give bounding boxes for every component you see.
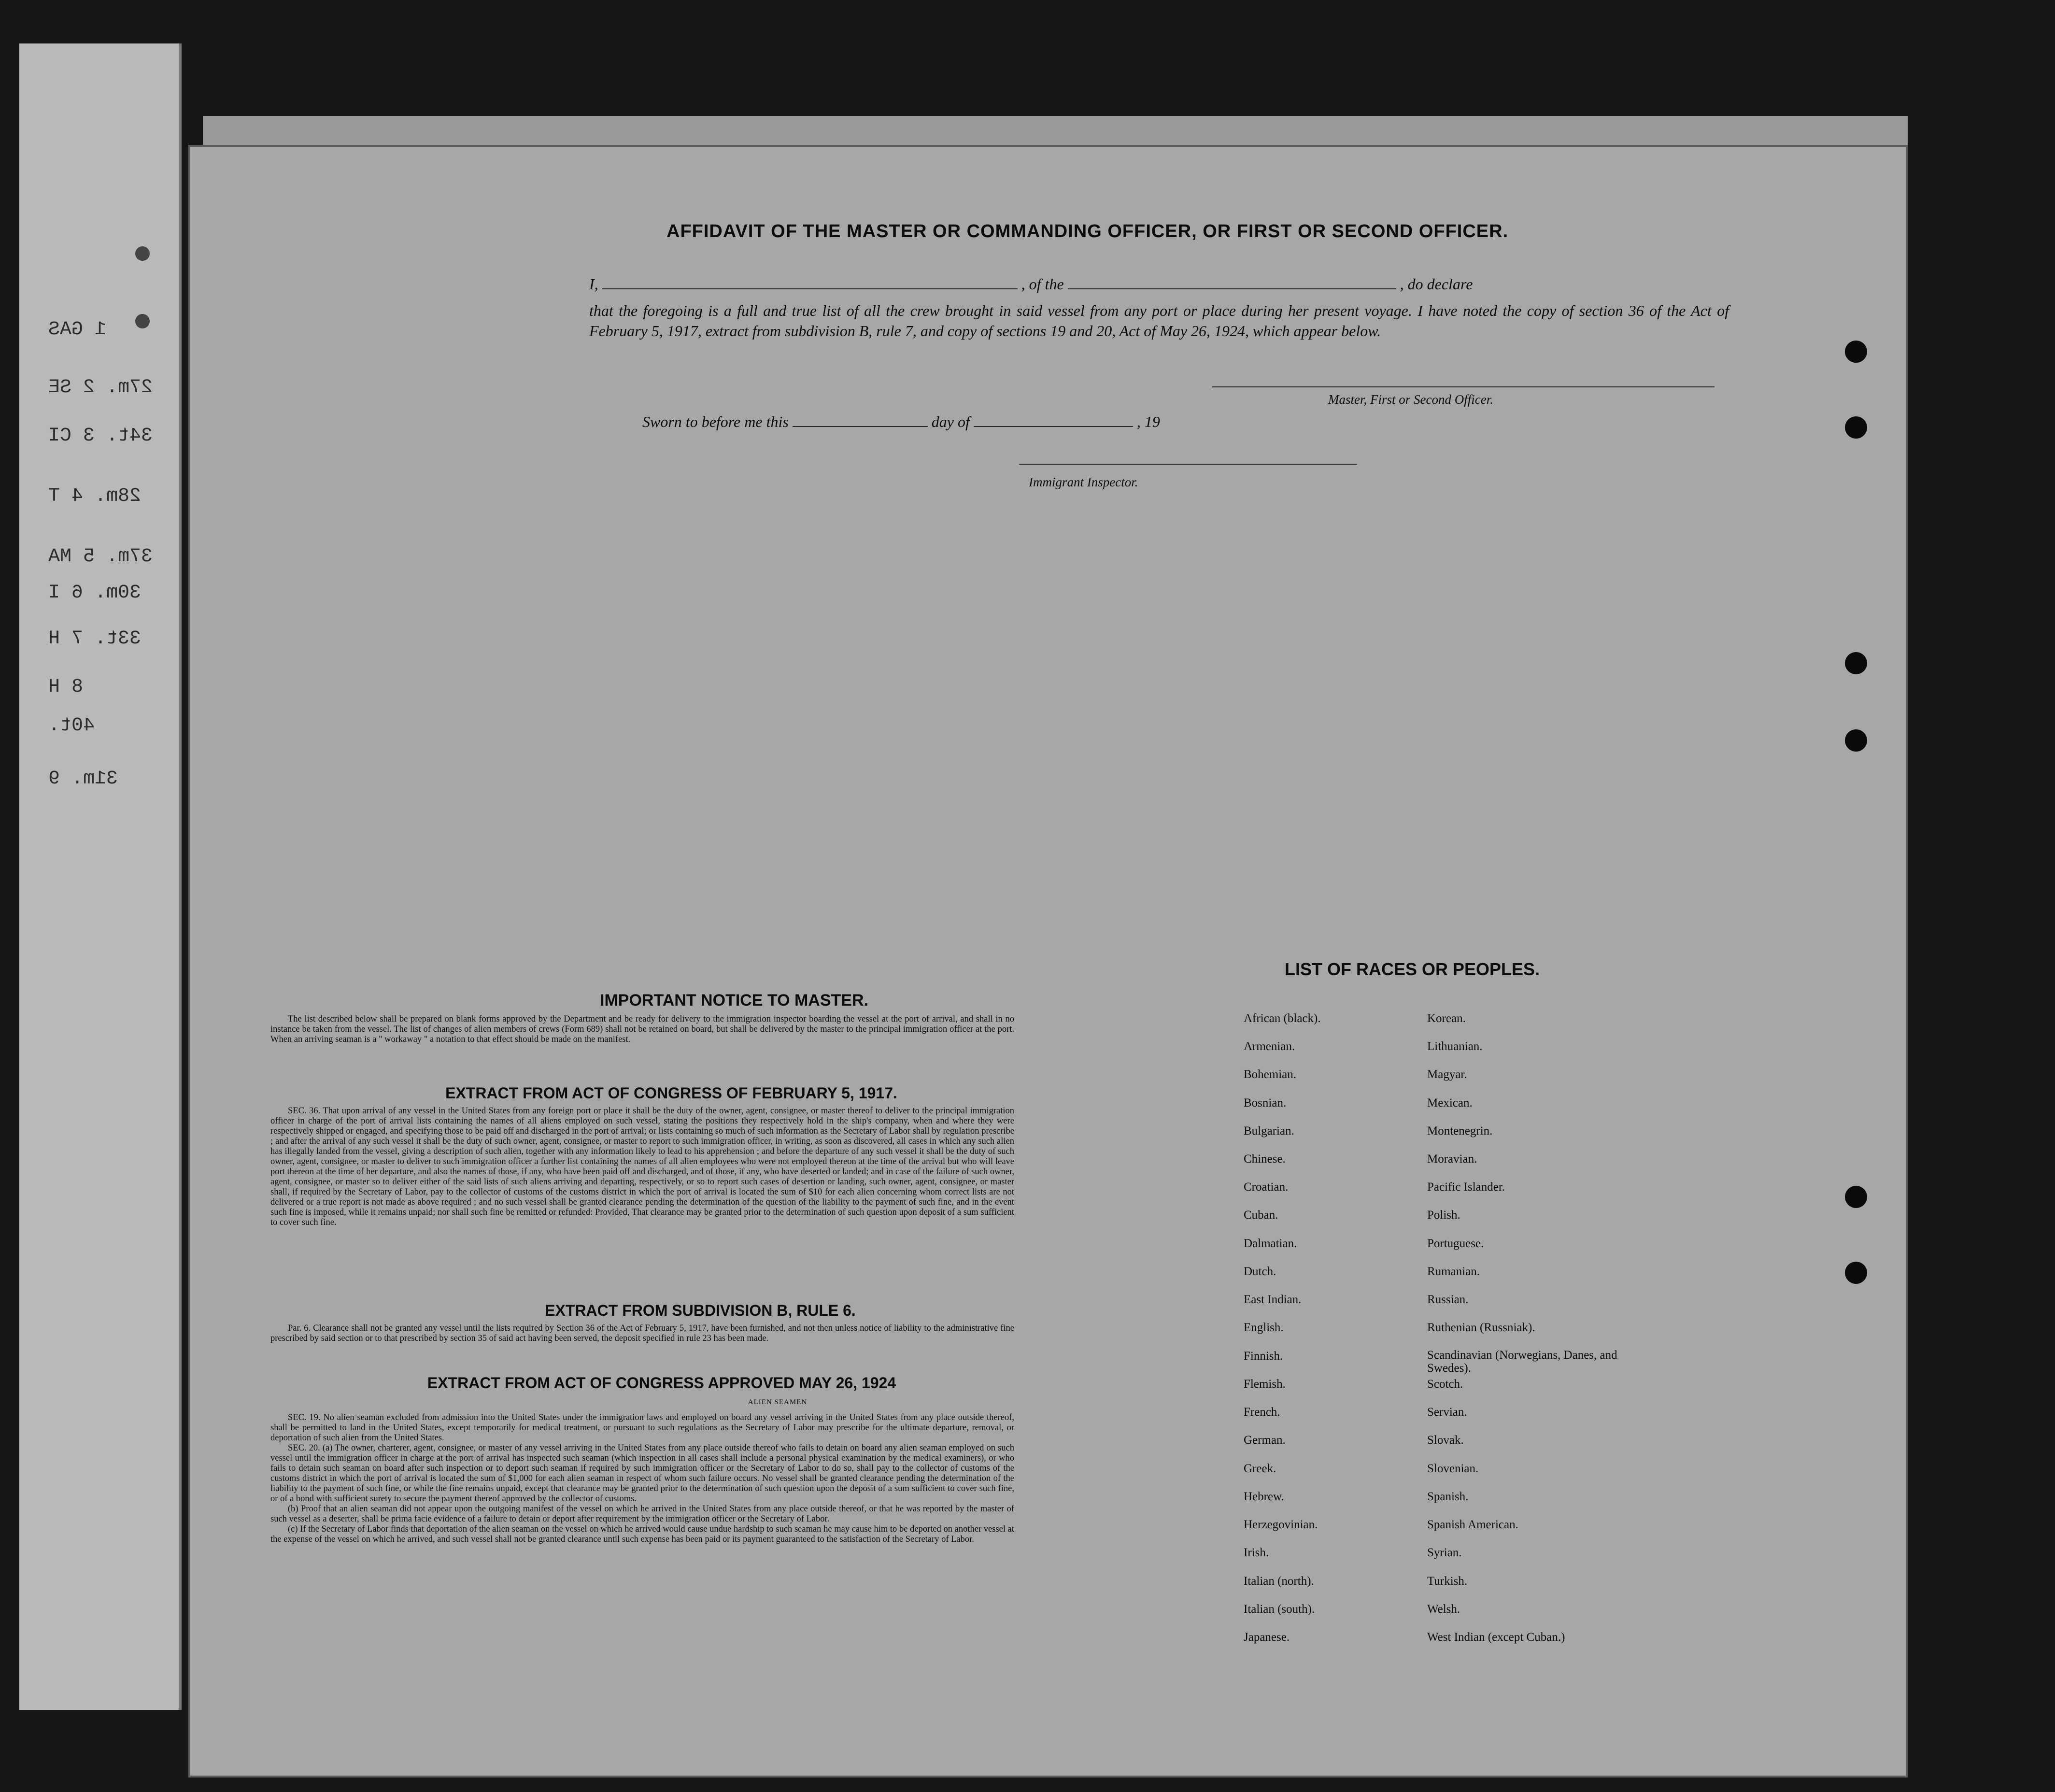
inspector-signature-line	[1019, 464, 1357, 465]
race-item: Bulgarian.	[1244, 1124, 1294, 1138]
race-item: Slovak.	[1427, 1434, 1464, 1447]
race-item: Spanish.	[1427, 1490, 1469, 1503]
inspector-signature-label: Immigrant Inspector.	[1029, 475, 1138, 489]
year-label: , 19	[1136, 413, 1160, 430]
race-item: Herzegovinian.	[1244, 1518, 1318, 1531]
punch-hole-icon	[1845, 1262, 1867, 1284]
vessel-blank	[1068, 277, 1396, 289]
extract-rule-text	[270, 1323, 1014, 1344]
race-item: Welsh.	[1427, 1603, 1460, 1616]
sworn-line	[642, 413, 1160, 431]
strip-row: 33t. 7 H	[48, 628, 142, 650]
race-item: Dalmatian.	[1244, 1237, 1297, 1250]
race-item: Italian (south).	[1244, 1603, 1315, 1616]
race-item: Finnish.	[1244, 1350, 1283, 1363]
name-blank	[602, 277, 1018, 289]
notice-title: IMPORTANT NOTICE TO MASTER.	[600, 991, 868, 1010]
manifest-page	[188, 145, 1908, 1778]
races-list-title: LIST OF RACES OR PEOPLES.	[1285, 959, 1540, 979]
race-item: Bosnian.	[1244, 1096, 1287, 1109]
race-item: Turkish.	[1427, 1575, 1468, 1588]
race-item: Polish.	[1427, 1209, 1460, 1222]
punch-hole-icon	[1845, 341, 1867, 363]
punch-hole-icon	[1845, 416, 1867, 439]
race-item: Armenian.	[1244, 1040, 1295, 1053]
day-of-label: day of	[931, 413, 970, 430]
strip-row: 37m. 5 MA	[48, 546, 153, 568]
strip-row: 28m. 4 T	[48, 485, 142, 507]
declaration-line	[589, 275, 1729, 293]
race-item: Servian.	[1427, 1406, 1467, 1419]
strip-row: 30m. 6 I	[48, 582, 142, 604]
extract-1924-paragraph: SEC. 20. (a) The owner, charterer, agent, consignee, or master of any vessel arriving in the United States from any place outside thereof who fails to detain on board any alien seaman employed on such vessel until the immigration officer in charge at the port of arrival has inspected such seaman (which inspection in all cases shall include a personal physical examination by the medical examiners), or who fails to detain such seaman on board after such inspection or to deport such seaman if required by such immigration officer or the Secretary of Labor to do so, shall pay to the collector of customs of the customs district in which the port of arrival is located the sum of $1,000 for each alien seaman in respect of whom such failure occurs. No vessel shall be granted clearance pending the determination of the liability to the payment of such fine, or while the fine remains unpaid, except that clearance may be granted prior to the determination of such question upon the deposit of a sum sufficient to cover such fine, or of a bond with sufficient surety to secure the payment thereof approved by the collector of customs.	[270, 1443, 1014, 1504]
race-item: Spanish American.	[1427, 1518, 1518, 1531]
race-item: Lithuanian.	[1427, 1040, 1483, 1053]
race-item: Italian (north).	[1244, 1575, 1314, 1588]
race-item: German.	[1244, 1434, 1286, 1447]
notice-paragraph: The list described below shall be prepared on blank forms approved by the Department and be ready for delivery to the immigration inspector boarding the vessel at the port of arrival, and shall in no instance be taken from the vessel. The list of changes of alien members of crews (Form 689) shall not be retained on board, but shall be delivered by the master to the principal immigration officer at the port. When an arriving seaman is a " workaway " a notation to that effect should be made on the manifest.	[270, 1014, 1014, 1044]
extract-rule-title: EXTRACT FROM SUBDIVISION B, RULE 6.	[545, 1302, 856, 1319]
strip-row: 27m. 2 SE	[48, 377, 153, 398]
race-item: Syrian.	[1427, 1546, 1462, 1559]
race-item: Slovenian.	[1427, 1462, 1479, 1475]
master-signature-line	[1212, 386, 1715, 387]
race-item: Cuban.	[1244, 1209, 1278, 1222]
race-item: Korean.	[1427, 1012, 1466, 1025]
affidavit-title: AFFIDAVIT OF THE MASTER OR COMMANDING OFFICER, OR FIRST OR SECOND OFFICER.	[666, 221, 1509, 242]
race-item: East Indian.	[1244, 1293, 1302, 1306]
race-item: Croatian.	[1244, 1180, 1289, 1194]
race-item: Ruthenian (Russniak).	[1427, 1321, 1535, 1334]
strip-row: 34t. 3 CI	[48, 425, 153, 447]
strip-row: 8 H	[48, 676, 84, 698]
extract-1924-paragraph: (b) Proof that an alien seaman did not appear upon the outgoing manifest of the vessel on which he arrived in the United States from any place outside thereof, or that he was reported by the master of such vessel as a deserter, shall be prima facie evidence of a failure to detain or deport after requirement by the immigration officer or the Secretary of Labor.	[270, 1504, 1014, 1524]
alien-seamen-subtitle: ALIEN SEAMEN	[748, 1398, 808, 1406]
race-item: Scotch.	[1427, 1378, 1463, 1391]
month-blank	[974, 414, 1133, 427]
strip-row: 31m. 9	[48, 768, 118, 790]
extract-1924-paragraph: (c) If the Secretary of Labor finds that deportation of the alien seaman on the vessel on which he arrived would cause undue hardship to such seaman he may cause him to be deported on another vessel at the expense of the vessel on which he arrived, and such vessel shall not be granted clearance until such expense has been paid or its payment guaranteed to the satisfaction of the Secretary of Labor.	[270, 1524, 1014, 1544]
extract-1924-title: EXTRACT FROM ACT OF CONGRESS APPROVED MAY 26, 1924	[427, 1374, 896, 1392]
race-item: Greek.	[1244, 1462, 1276, 1475]
extract-1917-paragraph: SEC. 36. That upon arrival of any vessel in the United States from any foreign port or place it shall be the duty of the owner, agent, consignee, or master thereof to deliver to the principal immigration officer in charge of the port of arrival lists containing the names of all aliens employed on such vessel, stating the positions they respectively hold in the ship's company, when and where they were respectively shipped or engaged, and specifying those to be paid off and discharged in the port of arrival; or lists containing so much of such information as the Secretary of Labor shall by regulation prescribe ; and after the arrival of any such vessel it shall be the duty of such owner, agent, consignee, or master to report to such immigration officer, in writing, as soon as discovered, all cases in which any such alien has illegally landed from the vessel, giving a description of such alien, together with any information likely to lead to his apprehension ; and before the departure of any such vessel it shall be the duty of such owner, agent, consignee, or master to deliver to such immigration officer a further list containing the names of all alien employees who were not employed thereon at the time of the arrival but who will leave port thereon at the time of her departure, and also the names of those, if any, who have been paid off and discharged, and of those, if any, who have deserted or landed; and in case of the failure of such owner, agent, consignee, or master so to deliver either of the said lists of such aliens arriving and departing, respectively, or so to report such cases of desertion or landing, such owner, agent, consignee, or master shall, if required by the Secretary of Labor, pay to the collector of customs of the customs district in which the port of arrival is located the sum of $10 for each alien concerning whom correct lists are not delivered or a true report is not made as above required ; and no such vessel shall be granted clearance pending the determination of the question of the liability to the payment of such fine, and in the event such fine is imposed, while it remains unpaid; nor shall such fine be remitted or refunded: Provided, That clearance may be granted prior to the determination of such question upon deposit of a sum sufficient to cover such fine.	[270, 1106, 1014, 1227]
extract-rule-paragraph: Par. 6. Clearance shall not be granted any vessel until the lists required by Section 36 of the Act of February 5, 1917, have been furnished, and not then unless notice of liability to the administrative fine prescribed by said section or to that prescribed by section 35 of said act having been served, the deposit specified in rule 23 has been made.	[270, 1323, 1014, 1343]
left-strip-page-edge	[19, 43, 182, 1710]
extract-1924-paragraph: SEC. 19. No alien seaman excluded from admission into the United States under the immigration laws and employed on board any vessel arriving in the United States from any place outside thereof, shall be permitted to land in the United States, except temporarily for medical treatment, or pursuant to such regulations as the Secretary of Labor may prescribe for the ultimate departure, removal, or deportation of such alien from the United States.	[270, 1413, 1014, 1443]
of-the-label: , of the	[1021, 275, 1064, 293]
race-item: Rumanian.	[1427, 1265, 1480, 1278]
race-item: Dutch.	[1244, 1265, 1276, 1278]
race-item: Mexican.	[1427, 1096, 1473, 1109]
sworn-label: Sworn to before me this	[642, 413, 789, 430]
race-item: African (black).	[1244, 1012, 1321, 1025]
race-item: Irish.	[1244, 1546, 1269, 1559]
race-item: Montenegrin.	[1427, 1124, 1493, 1138]
punch-hole-icon	[135, 314, 150, 328]
extract-1917-title: EXTRACT FROM ACT OF CONGRESS OF FEBRUARY 5, 1917.	[445, 1084, 897, 1102]
punch-hole-icon	[1845, 1186, 1867, 1208]
punch-hole-icon	[135, 246, 150, 261]
race-item: Japanese.	[1244, 1631, 1290, 1644]
day-blank	[793, 414, 928, 427]
extract-1924-text	[270, 1413, 1014, 1545]
race-item: Magyar.	[1427, 1068, 1467, 1081]
race-item: Bohemian.	[1244, 1068, 1297, 1081]
race-item: Scandinavian (Norwegians, Danes, and Swedes).	[1427, 1349, 1617, 1375]
race-item: Flemish.	[1244, 1378, 1286, 1391]
extract-1917-text	[270, 1106, 1014, 1228]
master-signature-label: Master, First or Second Officer.	[1328, 392, 1493, 407]
race-item: French.	[1244, 1406, 1280, 1419]
race-item: Pacific Islander.	[1427, 1180, 1505, 1194]
race-item: Chinese.	[1244, 1152, 1286, 1166]
declaration-body: that the foregoing is a full and true list of all the crew brought in said vessel from any port or place during her present voyage. I have noted the copy of section 36 of the Act of February 5, 1917, extract from subdivision B, rule 7, and copy of sections 19 and 20, Act of May 26, 1924, which appear below.	[589, 302, 1729, 340]
notice-text	[270, 1014, 1014, 1045]
do-declare-label: , do declare	[1400, 275, 1473, 293]
punch-hole-icon	[1845, 652, 1867, 674]
race-item: English.	[1244, 1321, 1284, 1334]
race-item: Russian.	[1427, 1293, 1469, 1306]
race-item: Portuguese.	[1427, 1237, 1484, 1250]
race-item: Moravian.	[1427, 1152, 1477, 1166]
strip-row: 1 GAS	[48, 319, 107, 341]
strip-row: 40t.	[48, 715, 95, 737]
race-item: West Indian (except Cuban.)	[1427, 1631, 1565, 1644]
declaration-prefix: I,	[589, 275, 598, 293]
punch-hole-icon	[1845, 729, 1867, 752]
race-item: Hebrew.	[1244, 1490, 1284, 1503]
